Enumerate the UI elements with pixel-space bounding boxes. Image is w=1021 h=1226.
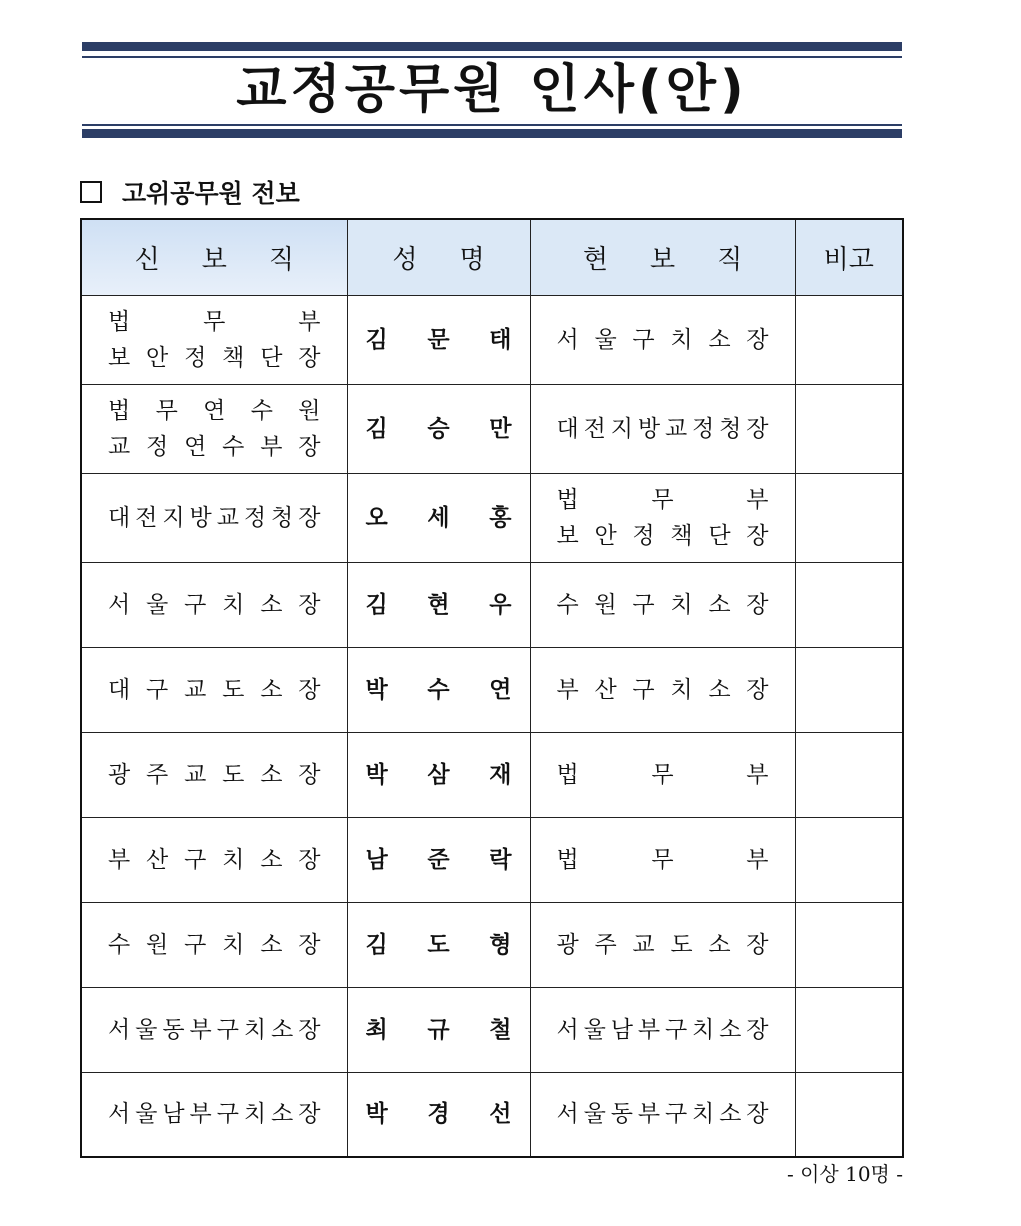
table-row xyxy=(81,384,903,473)
header-new-post: 신 보 직 xyxy=(81,219,347,295)
current-post-cell-line: 보 안 정 책 단 장 xyxy=(556,522,769,549)
current-post-cell xyxy=(530,987,795,1072)
person-name: 박 수 연 xyxy=(365,676,512,703)
footer-total: - 이상 10명 - xyxy=(787,1162,903,1186)
current-post-cell-line: 법 무 부 xyxy=(556,761,769,788)
table-row xyxy=(81,902,903,987)
name-cell xyxy=(347,295,530,384)
new-post-cell-line: 수 원 구 치 소 장 xyxy=(108,931,321,958)
new-post-cell xyxy=(81,295,347,384)
person-name: 김 승 만 xyxy=(365,415,512,442)
note-cell xyxy=(795,732,903,817)
note-cell xyxy=(795,987,903,1072)
note-cell xyxy=(795,902,903,987)
title-top-bar xyxy=(82,42,902,51)
table-row xyxy=(81,647,903,732)
table-row xyxy=(81,732,903,817)
new-post-cell-line: 교 정 연 수 부 장 xyxy=(108,433,321,460)
note-cell xyxy=(795,1072,903,1157)
table-row xyxy=(81,562,903,647)
table-row xyxy=(81,473,903,562)
person-name: 박 삼 재 xyxy=(365,761,512,788)
note-cell xyxy=(795,384,903,473)
person-name: 남 준 락 xyxy=(365,846,512,873)
person-name: 최 규 철 xyxy=(365,1016,512,1043)
title-bottom-bar xyxy=(82,129,902,138)
new-post-cell-line: 대 구 교 도 소 장 xyxy=(108,676,321,703)
section-heading-text: 고위공무원 전보 xyxy=(122,179,300,208)
current-post-cell-line: 법 무 부 xyxy=(556,486,769,513)
section-heading xyxy=(80,176,300,208)
current-post-cell-line: 법 무 부 xyxy=(556,846,769,873)
title-banner xyxy=(82,42,902,140)
header-name: 성 명 xyxy=(347,219,530,295)
note-cell xyxy=(795,647,903,732)
note-cell xyxy=(795,295,903,384)
table-row xyxy=(81,295,903,384)
name-cell xyxy=(347,647,530,732)
header-current-post: 현 보 직 xyxy=(530,219,795,295)
header-note: 비고 xyxy=(795,219,903,295)
current-post-cell xyxy=(530,902,795,987)
current-post-cell xyxy=(530,384,795,473)
new-post-cell xyxy=(81,817,347,902)
current-post-cell xyxy=(530,817,795,902)
table-row xyxy=(81,1072,903,1157)
name-cell xyxy=(347,1072,530,1157)
current-post-cell-line: 대 전 지 방 교 정 청 장 xyxy=(556,415,769,442)
new-post-cell xyxy=(81,473,347,562)
new-post-cell xyxy=(81,1072,347,1157)
personnel-table xyxy=(80,218,904,1158)
person-name: 박 경 선 xyxy=(365,1101,512,1128)
new-post-cell xyxy=(81,987,347,1072)
new-post-cell xyxy=(81,647,347,732)
new-post-cell-line: 보 안 정 책 단 장 xyxy=(108,344,321,371)
title-top-rule xyxy=(82,56,902,58)
name-cell xyxy=(347,987,530,1072)
table-row xyxy=(81,817,903,902)
current-post-cell-line: 광 주 교 도 소 장 xyxy=(556,931,769,958)
current-post-cell-line: 서 울 남 부 구 치 소 장 xyxy=(556,1016,769,1043)
new-post-cell-line: 부 산 구 치 소 장 xyxy=(108,846,321,873)
person-name: 김 도 형 xyxy=(365,931,512,958)
table-row xyxy=(81,987,903,1072)
person-name: 김 현 우 xyxy=(365,591,512,618)
name-cell xyxy=(347,732,530,817)
new-post-cell-line: 서 울 구 치 소 장 xyxy=(108,591,321,618)
name-cell xyxy=(347,473,530,562)
new-post-cell-line: 대 전 지 방 교 정 청 장 xyxy=(108,504,321,531)
current-post-cell-line: 부 산 구 치 소 장 xyxy=(556,676,769,703)
name-cell xyxy=(347,562,530,647)
current-post-cell-line: 서 울 구 치 소 장 xyxy=(556,326,769,353)
page-title: 교정공무원 인사(안) xyxy=(236,60,748,120)
new-post-cell xyxy=(81,384,347,473)
new-post-cell-line: 서 울 남 부 구 치 소 장 xyxy=(108,1101,321,1128)
new-post-cell xyxy=(81,902,347,987)
person-name: 김 문 태 xyxy=(365,326,512,353)
new-post-cell-line: 서 울 동 부 구 치 소 장 xyxy=(108,1016,321,1043)
person-name: 오 세 홍 xyxy=(365,504,512,531)
new-post-cell xyxy=(81,732,347,817)
new-post-cell-line: 광 주 교 도 소 장 xyxy=(108,761,321,788)
current-post-cell xyxy=(530,647,795,732)
name-cell xyxy=(347,384,530,473)
note-cell xyxy=(795,562,903,647)
name-cell xyxy=(347,902,530,987)
note-cell xyxy=(795,817,903,902)
name-cell xyxy=(347,817,530,902)
note-cell xyxy=(795,473,903,562)
title-bottom-rule xyxy=(82,124,902,126)
new-post-cell-line: 법 무 연 수 원 xyxy=(108,397,321,424)
checkbox-icon xyxy=(80,181,102,203)
new-post-cell-line: 법 무 부 xyxy=(108,308,321,335)
current-post-cell xyxy=(530,732,795,817)
current-post-cell xyxy=(530,473,795,562)
current-post-cell xyxy=(530,1072,795,1157)
new-post-cell xyxy=(81,562,347,647)
table-header-row xyxy=(81,219,903,295)
current-post-cell-line: 서 울 동 부 구 치 소 장 xyxy=(556,1101,769,1128)
current-post-cell xyxy=(530,295,795,384)
current-post-cell xyxy=(530,562,795,647)
current-post-cell-line: 수 원 구 치 소 장 xyxy=(556,591,769,618)
